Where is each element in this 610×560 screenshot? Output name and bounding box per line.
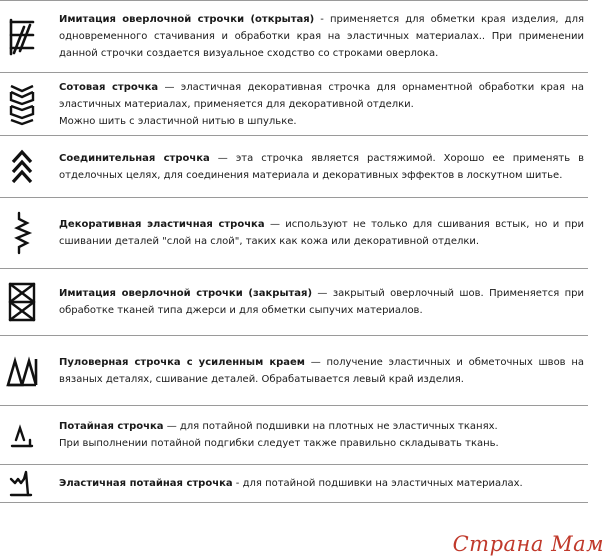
stitch-description xyxy=(59,73,584,135)
site-watermark: Страна Мам xyxy=(452,532,604,556)
stitch-row-blind-hem xyxy=(0,406,588,465)
stitch-description xyxy=(59,136,584,197)
stitch-text: — эта строчка является растяжимой. Хорошо ее применять в отделочных целях, для соединения материала и декоративных эффектов в лоскутном шитье. xyxy=(59,152,585,181)
connecting-stitch-icon xyxy=(0,136,44,197)
pullover-reinforced-edge-stitch-icon xyxy=(0,336,44,405)
stitch-title: Сотовая строчка xyxy=(59,81,159,93)
overlock-closed-stitch-icon xyxy=(0,269,44,335)
stitch-text: - для потайной подшивки на эластичных материалах. xyxy=(232,478,523,489)
stitch-text: — эластичная декоративная строчка для орнаментной обработки края на эластичных материалах, применяется для декоративной отделки. xyxy=(59,81,584,110)
stitch-text: — закрытый оверлочный шов. Применяется при обработке тканей типа джерси и для обметки сыпучих материалов. xyxy=(59,288,584,316)
stitch-title: Потайная строчка xyxy=(59,421,164,432)
stitch-title: Декоративная эластичная строчка xyxy=(59,219,265,230)
stitch-row-overlock-open xyxy=(0,1,588,73)
stitch-description xyxy=(59,406,584,464)
decorative-elastic-stitch-icon xyxy=(0,198,44,268)
stitch-row-elastic-blind-hem xyxy=(0,465,588,503)
stitch-row-overlock-closed xyxy=(0,269,588,336)
stitch-text: — используют не только для сшивания встык, но и при сшивании деталей "слой на слой", таких как кожа или декоративной отделки. xyxy=(59,219,584,247)
stitch-text: - применяется для обметки края изделия, для одновременного стачивания и обработки края на эластичных материалах.. При применении данной строчки создается визуальное сходство со строками оверлока. xyxy=(59,14,584,59)
stitch-row-pullover xyxy=(0,336,588,406)
stitch-text: — для потайной подшивки на плотных не эластичных тканях. xyxy=(163,421,498,432)
stitch-row-connecting xyxy=(0,136,588,198)
stitch-description xyxy=(59,336,584,405)
stitch-title: Эластичная потайная строчка xyxy=(59,478,233,489)
stitch-row-honeycomb xyxy=(0,73,588,136)
stitch-text: — получение эластичных и обметочных швов на вязаных деталях, сшивание деталей. Обрабатывается левый край изделия. xyxy=(59,356,584,385)
stitch-title: Соединительная строчка xyxy=(59,152,210,164)
stitch-note: Можно шить с эластичной нитью в шпульке. xyxy=(59,115,297,127)
elastic-blind-hem-stitch-icon xyxy=(0,465,44,502)
blind-hem-stitch-icon xyxy=(0,406,44,464)
stitch-title: Имитация оверлочной строчки (открытая) xyxy=(59,14,315,25)
honeycomb-stitch-icon xyxy=(0,73,44,135)
stitch-title: Имитация оверлочной строчки (закрытая) xyxy=(59,288,313,299)
stitch-row-decorative-elastic xyxy=(0,198,588,269)
stitch-description xyxy=(59,198,584,268)
stitch-description xyxy=(59,269,584,335)
stitch-note: При выполнении потайной подгибки следует также правильно складывать ткань. xyxy=(59,438,499,449)
stitch-description xyxy=(59,1,584,72)
stitch-description xyxy=(59,465,584,502)
stitch-title: Пуловерная строчка с усиленным краем xyxy=(59,356,305,368)
overlock-open-stitch-icon xyxy=(0,1,44,72)
